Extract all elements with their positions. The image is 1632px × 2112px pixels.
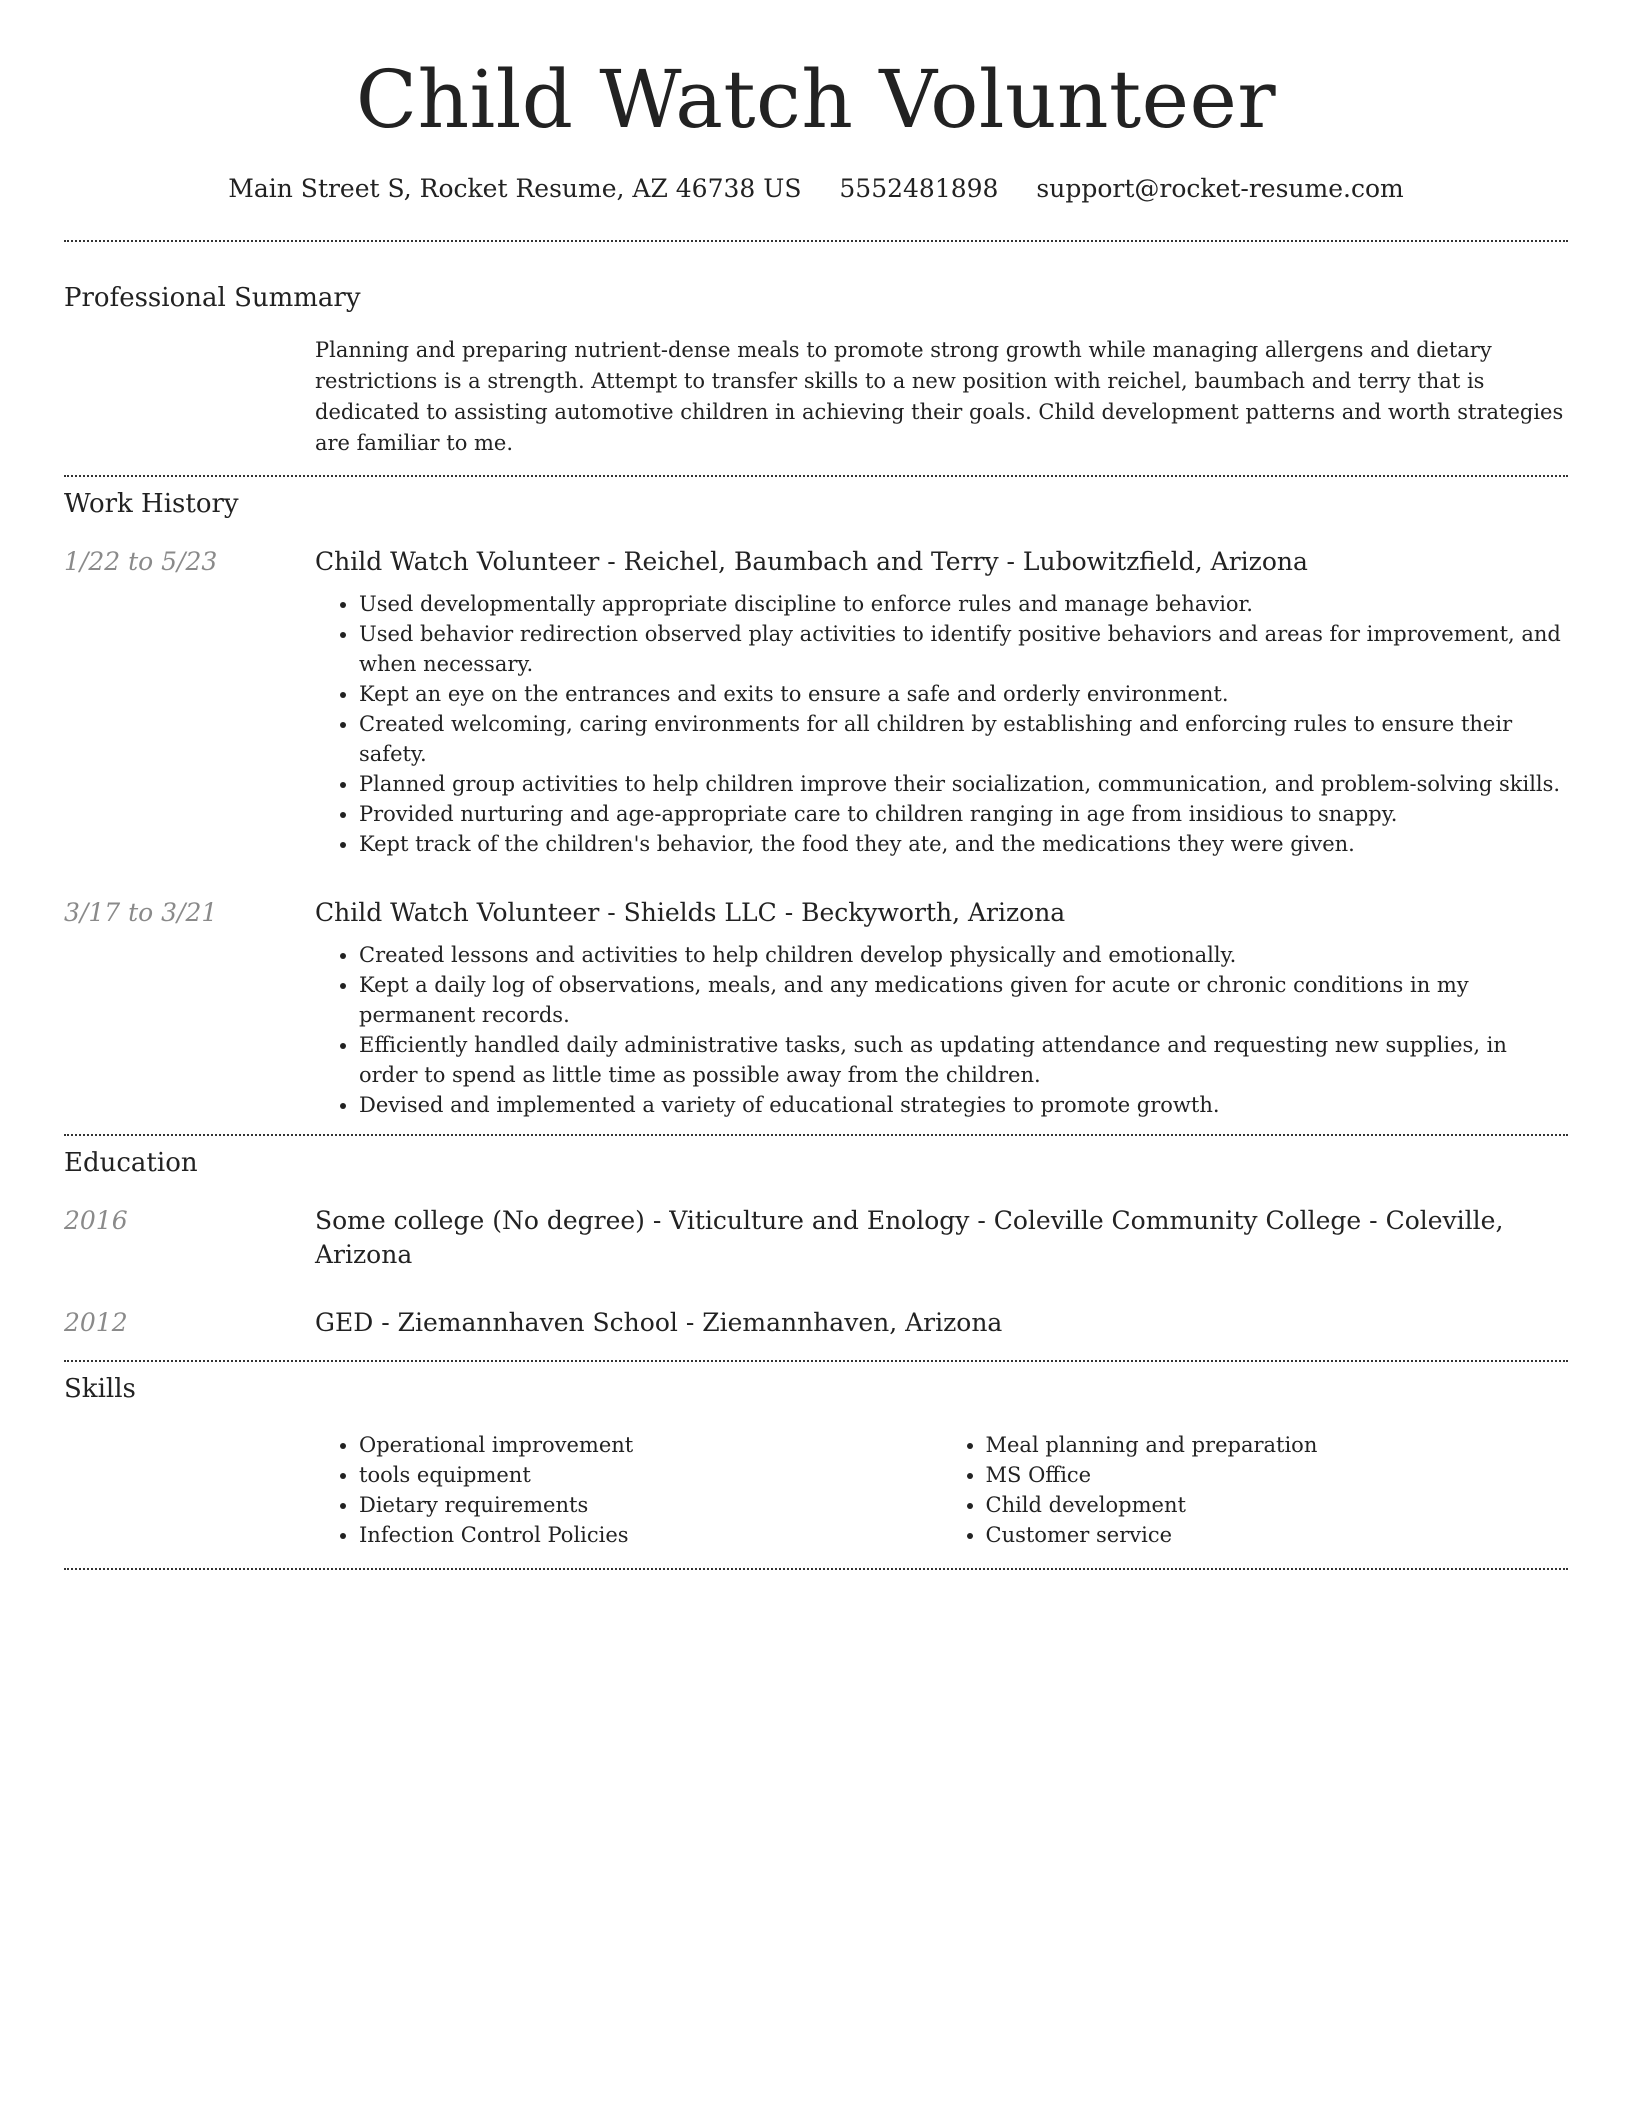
job-title: Child Watch Volunteer - Shields LLC - Beckyworth, Arizona [315, 898, 1066, 927]
job-entry [64, 545, 1568, 859]
job-bullet: • Kept a daily log of observations, meals, and any medications given for acute or chronic conditions in my permanent records. [359, 970, 1568, 1030]
skill-item: • MS Office [986, 1460, 1569, 1490]
skill-item: • Child development [986, 1490, 1569, 1520]
work-section [64, 477, 1568, 1120]
skills-section [64, 1362, 1568, 1550]
skills-list-left [315, 1430, 942, 1550]
work-heading: Work History [64, 489, 239, 519]
job-bullet: • Kept an eye on the entrances and exits to ensure a safe and orderly environment. [359, 679, 1568, 709]
job-title: Child Watch Volunteer - Reichel, Baumbach and Terry - Lubowitzfield, Arizona [315, 547, 1308, 576]
job-bullet: • Used behavior redirection observed play activities to identify positive behaviors and areas for improvement, and when necessary. [359, 619, 1568, 679]
summary-body [315, 335, 1568, 459]
job-body [315, 896, 1568, 1120]
contact-address: Main Street S, Rocket Resume, AZ 46738 US [228, 174, 802, 203]
education-text: GED - Ziemannhaven School - Ziemannhaven, Arizona [315, 1308, 1003, 1337]
job-body [315, 545, 1568, 859]
summary-text: Planning and preparing nutrient-dense meals to promote strong growth while managing allergens and dietary restrictions is a strength. Attempt to transfer skills to a new position with reichel, baumbach and terry that is dedicated to assisting automotive children in achieving their goals. Child development patterns and worth strategies are familiar to me. [315, 338, 1564, 455]
skill-item: • Infection Control Policies [359, 1520, 942, 1550]
education-entry [64, 1306, 1568, 1340]
job-dates: 3/17 to 3/21 [64, 898, 218, 927]
skills-columns [315, 1430, 1568, 1550]
summary-row [64, 335, 1568, 459]
job-bullet: • Devised and implemented a variety of educational strategies to promote growth. [359, 1090, 1568, 1120]
education-text: Some college (No degree) - Viticulture and Enology - Coleville Community College - Coleville, Arizona [315, 1206, 1504, 1269]
job-bullet: • Created welcoming, caring environments for all children by establishing and enforcing rules to ensure their safety. [359, 709, 1568, 769]
skill-item: • Meal planning and preparation [986, 1430, 1569, 1460]
summary-heading: Professional Summary [64, 283, 361, 313]
skill-item: • Dietary requirements [359, 1490, 942, 1520]
job-bullets [315, 589, 1568, 859]
skill-item: • Operational improvement [359, 1430, 942, 1460]
skills-list-right [942, 1430, 1569, 1550]
skill-item: • Customer service [986, 1520, 1569, 1550]
job-bullet: • Planned group activities to help children improve their socialization, communication, and problem-solving skills. [359, 769, 1568, 799]
skills-heading: Skills [64, 1374, 136, 1404]
education-year: 2016 [64, 1206, 128, 1235]
job-bullet: • Used developmentally appropriate discipline to enforce rules and manage behavior. [359, 589, 1568, 619]
skill-item: • tools equipment [359, 1460, 942, 1490]
education-heading: Education [64, 1148, 198, 1178]
job-bullets [315, 940, 1568, 1120]
skills-divider [64, 1568, 1568, 1570]
contact-phone: 5552481898 [839, 174, 999, 203]
job-bullet: • Efficiently handled daily administrative tasks, such as updating attendance and requesting new supplies, in order to spend as little time as possible away from the children. [359, 1030, 1568, 1090]
contact-line [64, 172, 1568, 206]
education-year: 2012 [64, 1308, 128, 1337]
education-entry [64, 1204, 1568, 1272]
summary-section [64, 242, 1568, 459]
job-dates: 1/22 to 5/23 [64, 547, 218, 576]
job-entry [64, 896, 1568, 1120]
resume-name: Child Watch Volunteer [355, 53, 1277, 146]
contact-email: support@rocket-resume.com [1036, 174, 1404, 203]
job-bullet: • Provided nurturing and age-appropriate care to children ranging in age from insidious to snappy. [359, 799, 1568, 829]
job-bullet: • Kept track of the children's behavior, the food they ate, and the medications they were given. [359, 829, 1568, 859]
skills-row [64, 1430, 1568, 1550]
education-section [64, 1136, 1568, 1340]
job-bullet: • Created lessons and activities to help children develop physically and emotionally. [359, 940, 1568, 970]
